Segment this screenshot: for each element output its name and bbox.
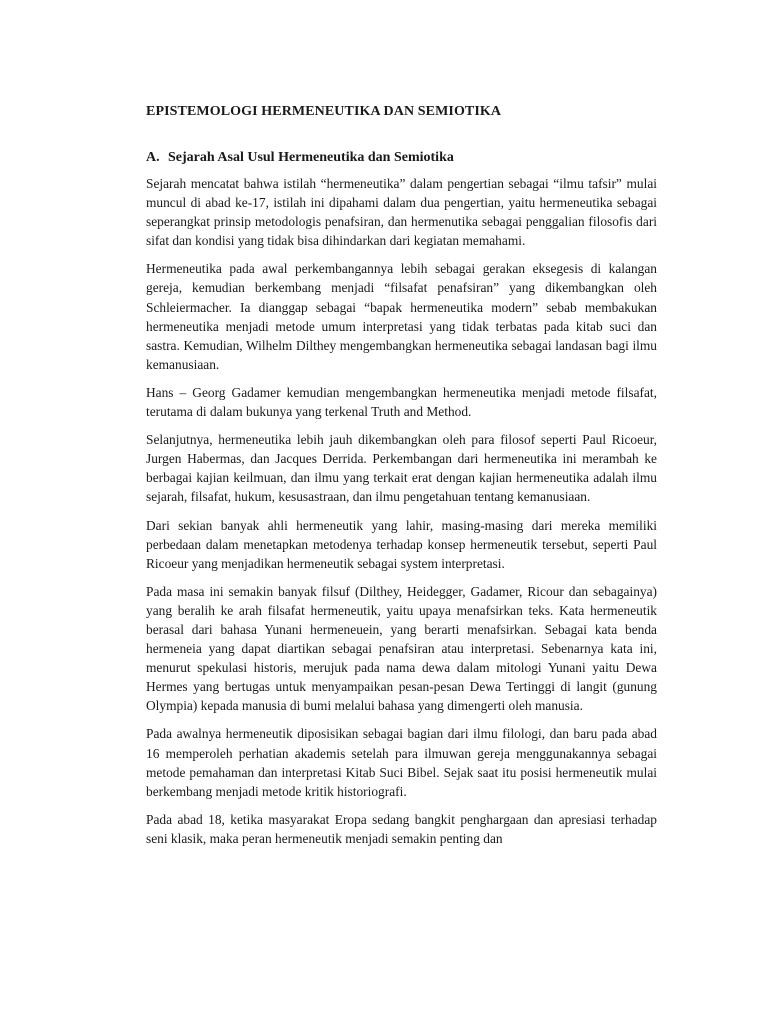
section-heading [146,150,657,166]
paragraph-6: Pada masa ini semakin banyak filsuf (Dilthey, Heidegger, Gadamer, Ricour dan sebagainya) yang beralih ke arah filsafat hermeneutik, yaitu upaya menafsirkan teks. Kata hermeneutik berasal dari bahasa Yunani hermeneuein, yang berarti menafsirkan. Sebagai kata benda hermeneia yang dapat diartikan sebagai penafsiran atau interpretasi. Sebenarnya kata ini, menurut spekulasi historis, merujuk pada nama dewa dalam mitologi Yunani yaitu Dewa Hermes yang bertugas untuk menyampaikan pesan-pesan Dewa Tertinggi di langit (gunung Olympia) kepada manusia di bumi melalui bahasa yang dimengerti oleh manusia. [146,583,657,714]
paragraph-5: Dari sekian banyak ahli hermeneutik yang lahir, masing-masing dari mereka memiliki perbedaan dalam menetapkan metodenya terhadap konsep hermeneutik tersebut, seperti Paul Ricoeur yang menjadikan hermeneutik sebagai system interpretasi. [146,517,657,571]
section-heading-text: Sejarah Asal Usul Hermeneutika dan Semiotika [168,150,454,165]
document-title: EPISTEMOLOGI HERMENEUTIKA DAN SEMIOTIKA [146,104,502,119]
section-number: A. [146,150,160,165]
paragraph-3: Hans – Georg Gadamer kemudian mengembangkan hermeneutika menjadi metode filsafat, terutama di dalam bukunya yang terkenal Truth and Method. [146,384,657,420]
paragraph-1: Sejarah mencatat bahwa istilah “hermeneutika” dalam pengertian sebagai “ilmu tafsir” mulai muncul di abad ke-17, istilah ini dipahami dalam dua pengertian, yaitu hermeneutika sebagai seperangkat prinsip metodologis penafsiran, dan hermenutika sebagai penggalian filosofis dari sifat dan kondisi yang tidak bisa dihindarkan dari kegiatan memahami. [146,176,657,249]
paragraph-4: Selanjutnya, hermeneutika lebih jauh dikembangkan oleh para filosof seperti Paul Ricoeur, Jurgen Habermas, dan Jacques Derrida. Perkembangan dari hermeneutika ini merambah ke berbagai kajian keilmuan, dan ilmu yang terkait erat dengan kajian hermeneutika adalah ilmu sejarah, filsafat, hukum, kesusastraan, dan ilmu pengetahuan tentang kemanusiaan. [146,432,657,505]
paragraph-7: Pada awalnya hermeneutik diposisikan sebagai bagian dari ilmu filologi, dan baru pada abad 16 memperoleh perhatian akademis setelah para ilmuwan gereja menggunakannya sebagai metode pemahaman dan interpretasi Kitab Suci Bibel. Sejak saat itu posisi hermeneutik mulai berkembang menjadi metode kritik historiografi. [146,726,657,799]
paragraph-2: Hermeneutika pada awal perkembangannya lebih sebagai gerakan eksegesis di kalangan gereja, kemudian berkembang menjadi “filsafat penafsiran” yang dikembangkan oleh Schleiermacher. Ia dianggap sebagai “bapak hermeneutika modern” sebab membakukan hermeneutika menjadi metode umum interpretasi yang tidak terbatas pada kitab suci dan sastra. Kemudian, Wilhelm Dilthey mengembangkan hermeneutika sebagai landasan bagi ilmu kemanusiaan. [146,261,657,372]
paragraph-8: Pada abad 18, ketika masyarakat Eropa sedang bangkit penghargaan dan apresiasi terhadap seni klasik, maka peran hermeneutik menjadi semakin penting dan [146,811,657,846]
